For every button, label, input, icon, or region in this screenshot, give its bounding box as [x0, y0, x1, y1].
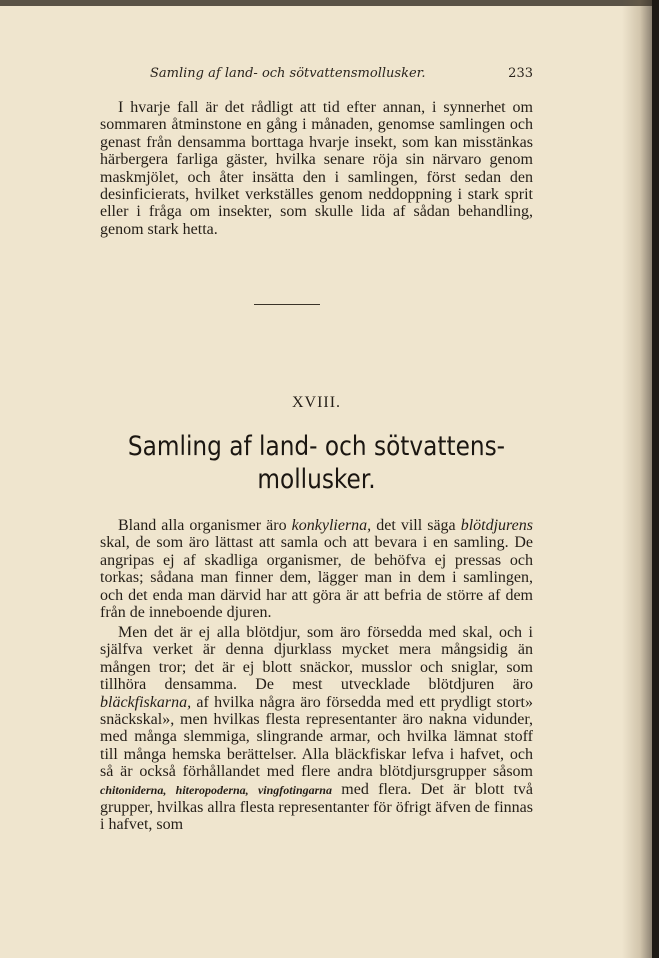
p2-italic-konkylierna: konkylierna, [291, 517, 372, 534]
chapter-title-line-1: Samling af land- och sötvattens- [127, 431, 506, 462]
p3-term-chitoniderna: chitoniderna, [100, 782, 167, 797]
p3-text-2: af hvilka några äro försedda med ett prydligt stort» snäckskal», men hvilkas flesta representanter äro nakna vidunder, med många slemmiga, slingrande armar, och hvilka lämnat stoff till många hemska berättelser. Alla bläckfiskar lefva i hafvet, och så är också förhållandet med flere andra blötdjursgrupper såsom [100, 693, 533, 781]
running-head [100, 66, 533, 86]
page-top-edge [0, 0, 652, 6]
page-gutter-shadow [622, 0, 652, 958]
chapter-title [105, 430, 529, 496]
p3-text-5: med flera. Det är blott två grupper, hvilkas allra flesta representanter för öfrigt äfven de finnas i hafvet, som [100, 780, 534, 834]
page-number: 233 [508, 66, 533, 81]
p2-text-3: skal, de som äro lättast att samla och att bevara i en samling. De angripas ej af skadliga organismer, de behöfva ej pressas och torkas; sådana man finner dem, lägger man in dem i samlingen, och det enda man därvid har att göra är att befria de större af dem från de inneboende djuren. [100, 534, 533, 622]
paragraph-3 [100, 624, 533, 834]
p3-text-1: Men det är ej alla blötdjur, som äro försedda med skal, och i själfva verket är denna djurklass mycket mera mångsidig än mången tror; det är ej blott snäckor, musslor och sniglar, som tillhöra densamma. De mest utvecklade blötdjuren äro [100, 624, 533, 694]
p3-term-vingfotingarna: vingfotingarna [257, 782, 332, 797]
p3-text-4 [249, 781, 258, 798]
p3-term-hiteropoderna: hiteropoderna, [175, 782, 249, 797]
section-divider [254, 304, 320, 305]
paragraph-2 [100, 517, 533, 621]
p2-text-2: det vill säga [371, 517, 461, 534]
chapter-number: XVIII. [291, 394, 342, 411]
p2-italic-blotdjurens: blötdjurens [460, 517, 533, 534]
p3-text-3 [166, 781, 175, 798]
chapter-title-line-2: mollusker. [257, 464, 376, 495]
p2-text-1: Bland alla organismer äro [118, 517, 292, 534]
p3-italic-blackfiskarna: bläckfiskarna, [100, 693, 192, 711]
running-head-title: Samling af land- och sötvattensmollusker. [150, 66, 426, 81]
paragraph-1: I hvarje fall är det rådligt att tid efter annan, i synnerhet om sommaren åtminstone en gång i månaden, genomse samlingen och genast från densamma borttaga hvarje insekt, som kan misstänkas härbergera farliga gäster, hvilka senare röja sin närvaro genom maskmjölet, och åter insätta den i samlingen, först sedan den desinficierats, hvilket verkställes genom neddoppning i stark sprit eller i fråga om insekter, som skulle lida af sådan behandling, genom stark hetta. [100, 99, 533, 238]
